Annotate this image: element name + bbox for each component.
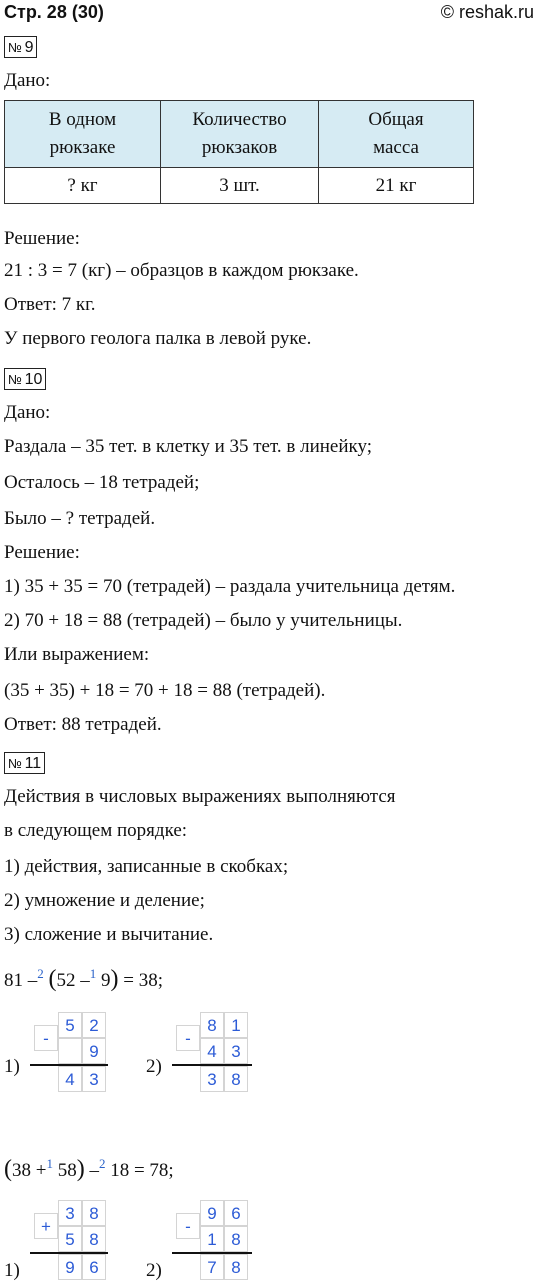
digit: 3: [58, 1200, 82, 1226]
digit: 9: [200, 1200, 224, 1226]
given-label: Дано:: [4, 402, 51, 423]
digit: [58, 1038, 82, 1064]
digit: 3: [82, 1066, 106, 1092]
solution-step: 2) 70 + 18 = 88 (тетрадей) – было у учительницы.: [4, 610, 403, 631]
digit: 5: [58, 1226, 82, 1252]
operation-sign: -: [34, 1025, 58, 1051]
digit: 8: [224, 1066, 248, 1092]
operation-sign: -: [176, 1213, 200, 1239]
rule-line: 2) умножение и деление;: [4, 890, 205, 911]
solution-label: Решение:: [4, 542, 80, 563]
given-table: [4, 100, 474, 204]
digit: 6: [82, 1254, 106, 1280]
order-expression-1: 81 –$^2$ (52 –$^1$ 9) = 38;: [4, 966, 163, 992]
order-expression-2: (38 +$^1$ 58) –$^2$ 18 = 78;: [4, 1156, 174, 1182]
digit: 8: [82, 1226, 106, 1252]
or-expression-label: Или выражением:: [4, 644, 150, 665]
table-header-cell: Общая масса: [319, 101, 474, 168]
digit: 7: [200, 1254, 224, 1280]
order-mark: 2: [37, 966, 44, 981]
digit: 8: [224, 1254, 248, 1280]
solution-label: Решение:: [4, 228, 80, 249]
digit: 8: [200, 1012, 224, 1038]
operation-sign: -: [176, 1025, 200, 1051]
table-cell: ? кг: [5, 168, 161, 204]
calc-label: 2): [146, 1260, 162, 1281]
page-number: Стр. 28 (30): [4, 2, 104, 22]
task-badge-10: № 10: [4, 368, 46, 390]
order-mark: 1: [46, 1156, 53, 1171]
calc-label: 1): [4, 1056, 20, 1077]
table-header-cell: В одном рюкзаке: [5, 101, 161, 168]
digit: 4: [58, 1066, 82, 1092]
rule-line: 3) сложение и вычитание.: [4, 924, 214, 945]
answer-line: Ответ: 88 тетрадей.: [4, 714, 162, 735]
calc-label: 2): [146, 1056, 162, 1077]
table-header-cell: Количество рюкзаков: [161, 101, 319, 168]
task-badge-11: № 11: [4, 752, 45, 774]
digit: 9: [58, 1254, 82, 1280]
extra-line: У первого геолога палка в левой руке.: [4, 328, 312, 349]
answer-line: Ответ: 7 кг.: [4, 294, 96, 315]
digit: 3: [224, 1038, 248, 1064]
given-line: Осталось – 18 тетрадей;: [4, 472, 200, 493]
given-line: Было – ? тетрадей.: [4, 508, 156, 529]
table-cell: 3 шт.: [161, 168, 319, 204]
order-mark: 1: [89, 966, 97, 981]
digit: 1: [200, 1226, 224, 1252]
digit: 4: [200, 1038, 224, 1064]
digit: 1: [224, 1012, 248, 1038]
calc-label: 1): [4, 1260, 20, 1281]
digit: 6: [224, 1200, 248, 1226]
rule-line: в следующем порядке:: [4, 820, 188, 841]
given-label: Дано:: [4, 70, 51, 91]
digit: 8: [82, 1200, 106, 1226]
given-line: Раздала – 35 тет. в клетку и 35 тет. в линейку;: [4, 436, 372, 457]
order-mark: 2: [98, 1156, 106, 1171]
table-cell: 21 кг: [319, 168, 474, 204]
digit: 3: [200, 1066, 224, 1092]
digit: 5: [58, 1012, 82, 1038]
rule-line: 1) действия, записанные в скобках;: [4, 856, 289, 877]
expression-line: (35 + 35) + 18 = 70 + 18 = 88 (тетрадей).: [4, 680, 326, 701]
solution-step: 1) 35 + 35 = 70 (тетрадей) – раздала учительница детям.: [4, 576, 456, 597]
site-credit: © reshak.ru: [440, 2, 534, 22]
solution-line: 21 : 3 = 7 (кг) – образцов в каждом рюкзаке.: [4, 260, 359, 281]
operation-sign: +: [34, 1213, 58, 1239]
digit: 8: [224, 1226, 248, 1252]
task-badge-9: № 9: [4, 36, 37, 58]
digit: 9: [82, 1038, 106, 1064]
digit: 2: [82, 1012, 106, 1038]
rule-line: Действия в числовых выражениях выполняются: [4, 786, 396, 807]
